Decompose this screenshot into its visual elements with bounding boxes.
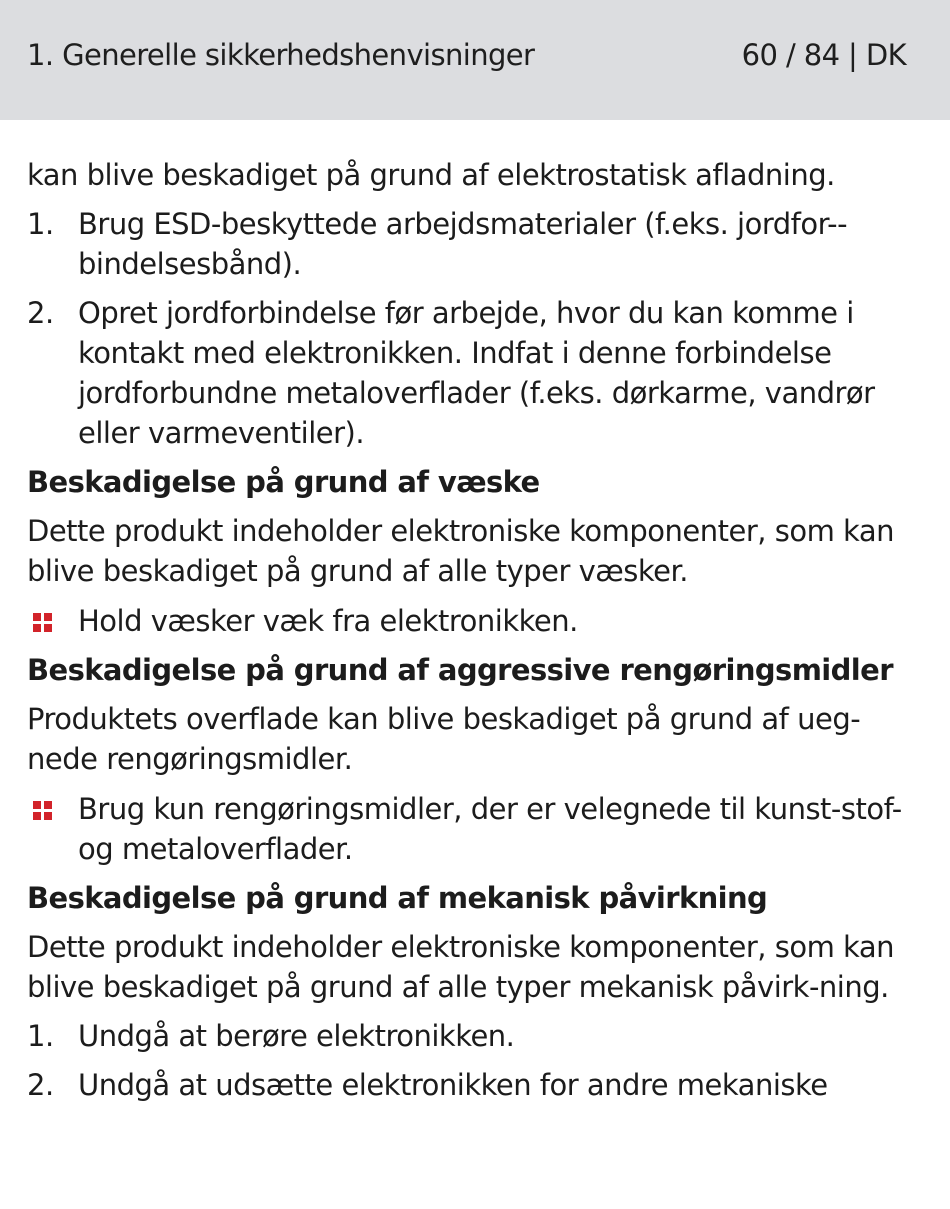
- step-number: 1.: [27, 1019, 54, 1053]
- cleaning-heading: Beskadigelse på grund af aggressive rengøringsmidler: [27, 653, 893, 687]
- step-number: 2.: [27, 296, 54, 330]
- liquid-bullet: [27, 601, 922, 641]
- step-text: Undgå at berøre elektronikken.: [78, 1019, 515, 1053]
- cleaning-bullet: [27, 789, 922, 869]
- bullet-text: Hold væsker væk fra elektronikken.: [78, 604, 578, 638]
- step-text: Opret jordforbindelse før arbejde, hvor du kan komme i kontakt med elektronikken. Indfat i denne forbindelse jordforbundne metaloverflader (f.eks. dørkarme, vandrør eller varmeventiler).: [78, 296, 875, 450]
- cleaning-body: Produktets overflade kan blive beskadiget på grund af ueg-nede rengøringsmidler.: [27, 702, 861, 776]
- step-number: 2.: [27, 1068, 54, 1102]
- esd-step-1: [27, 204, 922, 284]
- red-square-bullet-icon: [33, 801, 53, 821]
- page-header: [0, 0, 950, 120]
- mechanical-step-1: [27, 1016, 922, 1056]
- step-text: Undgå at udsætte elektronikken for andre mekaniske: [78, 1068, 828, 1102]
- red-square-bullet-icon: [33, 613, 53, 633]
- mechanical-step-2: [27, 1065, 922, 1105]
- page-content: [27, 155, 922, 1114]
- liquid-body: Dette produkt indeholder elektroniske komponenter, som kan blive beskadiget på grund af alle typer væsker.: [27, 514, 894, 588]
- step-number: 1.: [27, 207, 54, 241]
- intro-continuation: kan blive beskadiget på grund af elektrostatisk afladning.: [27, 158, 835, 192]
- bullet-text: Brug kun rengøringsmidler, der er velegnede til kunst-stof- og metaloverflader.: [78, 792, 902, 866]
- mechanical-heading: Beskadigelse på grund af mekanisk påvirkning: [27, 881, 768, 915]
- mechanical-body: Dette produkt indeholder elektroniske komponenter, som kan blive beskadiget på grund af alle typer mekanisk påvirk-ning.: [27, 930, 894, 1004]
- section-title: 1. Generelle sikkerhedshenvisninger: [27, 38, 535, 72]
- esd-step-2: [27, 293, 922, 453]
- step-text: Brug ESD-beskyttede arbejdsmaterialer (f.eks. jordfor-bindelsesbånd).: [78, 207, 848, 281]
- liquid-heading: Beskadigelse på grund af væske: [27, 465, 540, 499]
- page-number: 60 / 84 | DK: [741, 38, 906, 72]
